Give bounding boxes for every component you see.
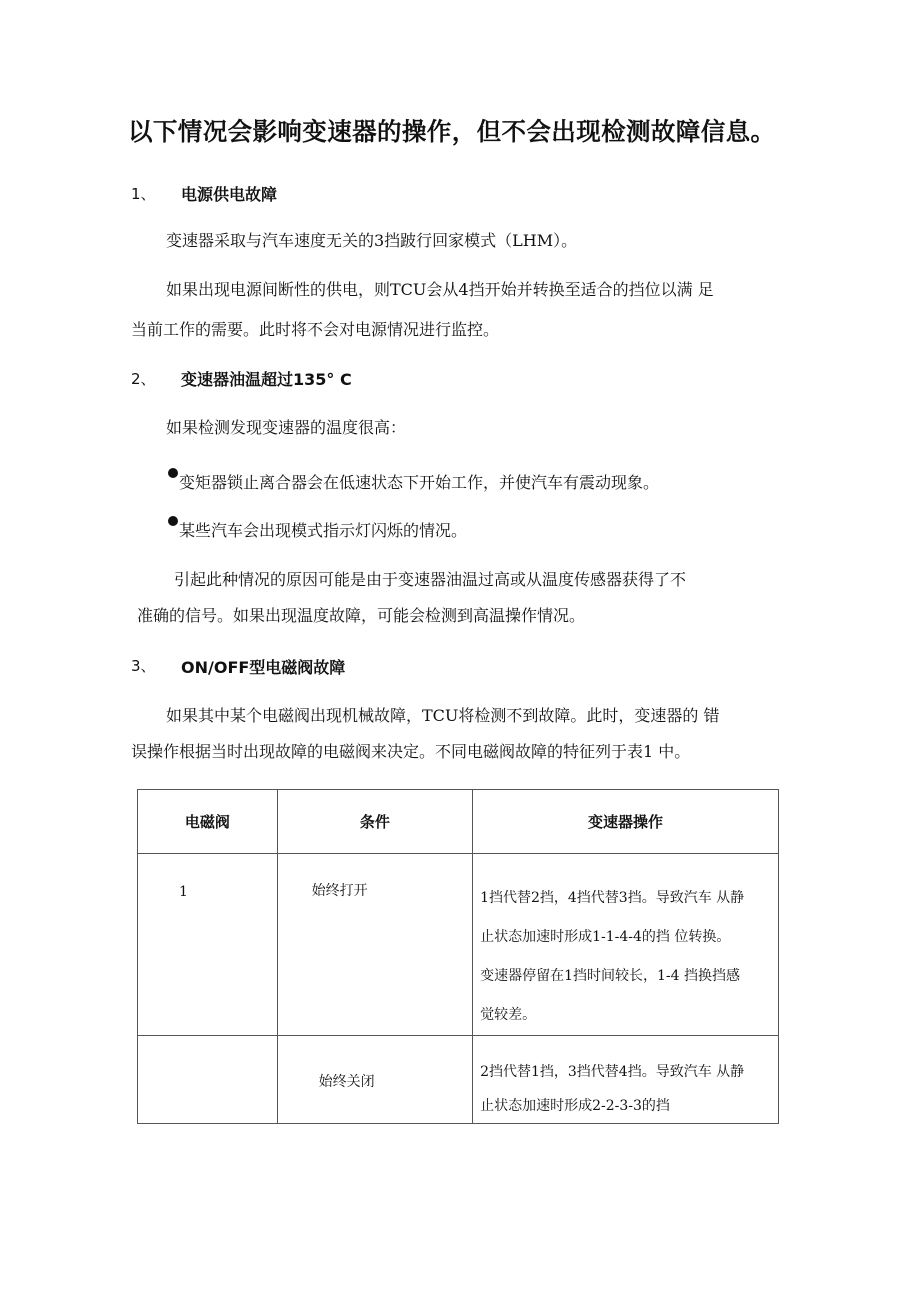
cell-condition: 始终关闭 — [318, 1074, 375, 1090]
cell-condition: 始终打开 — [311, 883, 368, 899]
section-3-paragraph-line-2: 误操作根据当时出现故障的电磁阀来决定。不同电磁阀故障的特征列于表1 中。 — [131, 742, 691, 761]
bullet-dot-icon — [168, 468, 178, 478]
cell-valve: 1 — [179, 884, 188, 900]
section-2-paragraph-line-2: 准确的信号。如果出现温度故障，可能会检测到高温操作情况。 — [137, 606, 586, 625]
section-2-paragraph-line-1: 引起此种情况的原因可能是由于变速器油温过高或从温度传感器获得了不 — [174, 570, 687, 589]
solenoid-fault-table — [137, 789, 779, 1124]
operation-line: 止状态加速时形成2-2-3-3的挡 — [480, 1098, 670, 1114]
header-valve: 电磁阀 — [138, 790, 278, 854]
operation-line: 觉较差。 — [480, 1007, 537, 1023]
cell-operation — [473, 854, 778, 1035]
section-3-heading: ON/OFF型电磁阀故障 — [181, 658, 346, 677]
table-header-row — [138, 790, 779, 854]
section-1-number: 1、 — [131, 185, 156, 203]
cell-operation — [473, 1036, 778, 1123]
section-1-paragraph-1: 变速器采取与汽车速度无关的3挡跛行回家模式（LHM）。 — [166, 231, 578, 250]
bullet-dot-icon — [168, 516, 178, 526]
section-2-heading: 变速器油温超过135° C — [181, 370, 352, 389]
table-row — [138, 854, 779, 1036]
section-2-bullet-1: 变矩器锁止离合器会在低速状态下开始工作，并使汽车有震动现象。 — [179, 473, 660, 492]
operation-line: 1挡代替2挡，4挡代替3挡。导致汽车 从静 — [480, 890, 745, 906]
operation-line: 止状态加速时形成1-1-4-4的挡 位转换。 — [480, 929, 731, 945]
section-1-paragraph-2-line-2: 当前工作的需要。此时将不会对电源情况进行监控。 — [131, 320, 500, 339]
section-1-heading: 电源供电故障 — [181, 185, 278, 204]
section-2-bullet-2: 某些汽车会出现模式指示灯闪烁的情况。 — [179, 521, 468, 540]
operation-line: 变速器停留在1挡时间较长，1-4 挡换挡感 — [480, 968, 740, 984]
section-3-paragraph-line-1: 如果其中某个电磁阀出现机械故障，TCU将检测不到故障。此时，变速器的 错 — [166, 706, 720, 725]
section-3-number: 3、 — [131, 657, 156, 675]
page-title: 以下情况会影响变速器的操作，但不会出现检测故障信息。 — [128, 117, 776, 146]
header-condition: 条件 — [277, 790, 472, 854]
section-2-number: 2、 — [131, 370, 156, 388]
cell-valve — [138, 1036, 277, 1066]
operation-line: 2挡代替1挡，3挡代替4挡。导致汽车 从静 — [480, 1064, 745, 1080]
table-row — [138, 1036, 779, 1124]
section-2-intro: 如果检测发现变速器的温度很高： — [166, 418, 407, 437]
section-1-paragraph-2-line-1: 如果出现电源间断性的供电，则TCU会从4挡开始并转换至适合的挡位以满 足 — [166, 280, 714, 299]
header-operation: 变速器操作 — [473, 790, 779, 854]
